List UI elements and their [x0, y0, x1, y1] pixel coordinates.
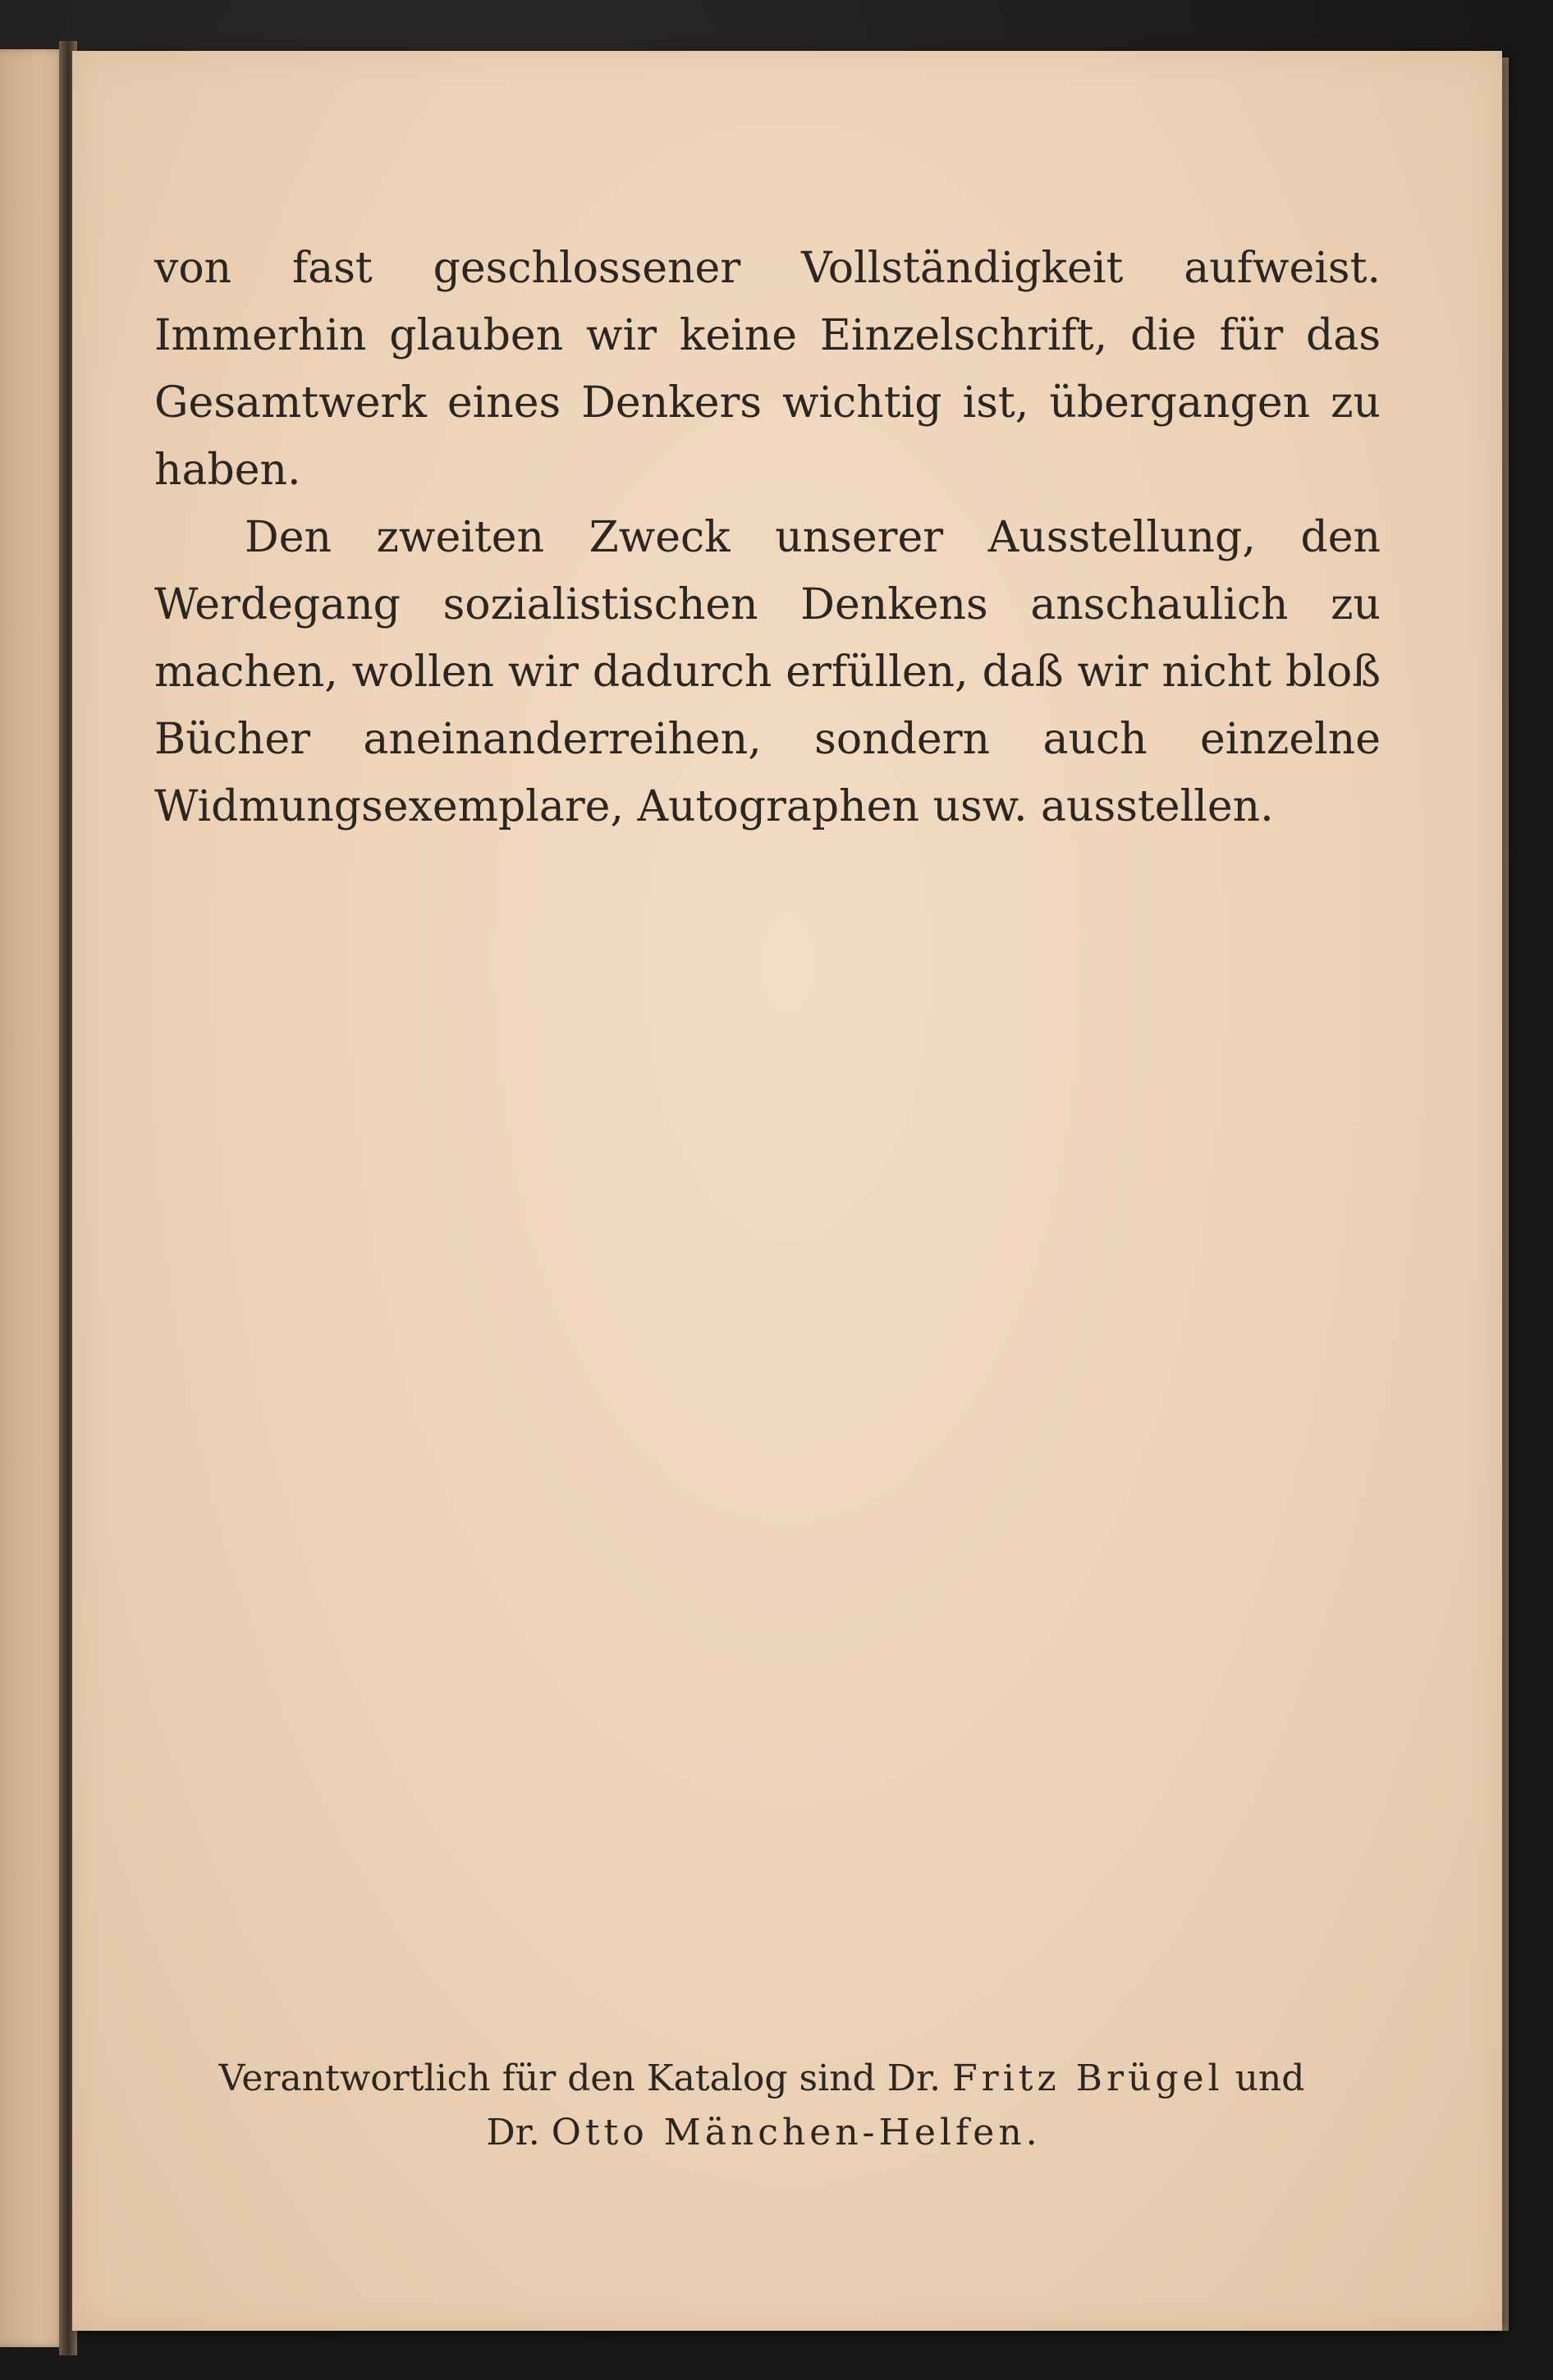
paragraph-2: Den zweiten Zweck unserer Ausstellung, den Werdegang sozialistischen Denkens anschaulich zu machen, wollen wir dadurch erfüllen, daß wir nicht bloß Bücher aneinanderreihen, sondern auch einzelne Widmungsexemplare, Autographen usw. ausstellen. [154, 513, 1381, 831]
editor-name-2: Otto Mänchen-Helfen [551, 2112, 1026, 2153]
body-text [154, 235, 1381, 840]
footer-middle: und [1223, 2057, 1305, 2099]
footer-suffix: . [1025, 2112, 1038, 2153]
responsibility-note [138, 2052, 1386, 2160]
footer-prefix: Verantwortlich für den Katalog sind Dr. [218, 2057, 953, 2099]
footer-line-1 [138, 2052, 1386, 2106]
footer-prefix-2: Dr. [486, 2112, 552, 2153]
footer-line-2 [138, 2106, 1386, 2160]
left-page-edge [0, 49, 66, 2347]
paragraph-1: von fast geschlossener Vollständigkeit aufweist. Immerhin glauben wir keine Einzelschrift, die für das Gesamtwerk eines Denkers wichtig ist, übergangen zu haben. [154, 244, 1381, 495]
book-page [72, 51, 1502, 2331]
editor-name-1: Fritz Brügel [952, 2057, 1224, 2099]
